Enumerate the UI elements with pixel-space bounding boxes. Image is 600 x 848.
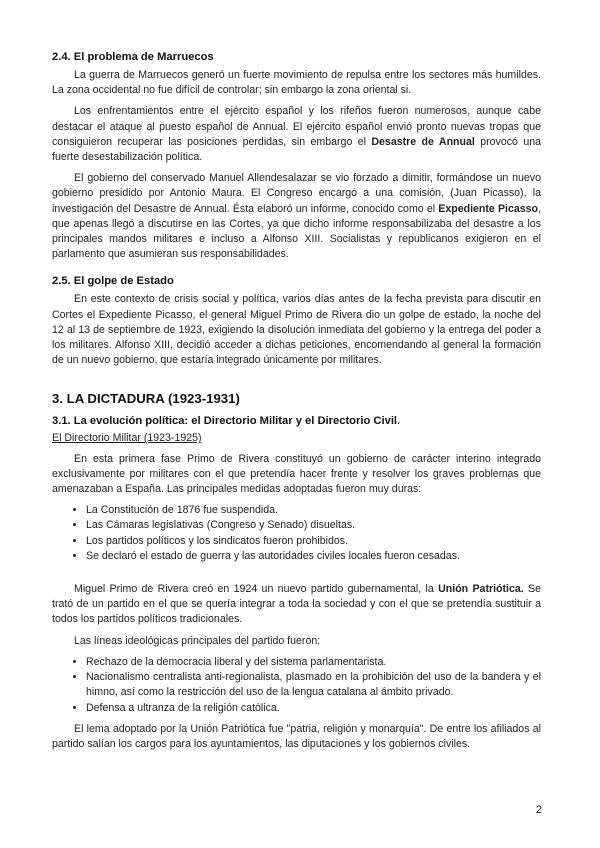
section-title-evolucion: 3.1. La evolución política: el Directorio Militar y el Directorio Civil. (52, 415, 401, 428)
bold-term: Desastre de Annual (371, 135, 475, 148)
chapter-title-dictadura: 3. LA DICTADURA (1923-1931) (52, 391, 240, 407)
paragraph: En esta primera fase Primo de Rivera constituyó un gobierno de carácter interino integrado exclusivamente por militares con el que pretendía hacer frente y resolver los graves problemas que amenazaban a España. Las principales medidas adoptadas fueron muy duras: (52, 452, 541, 496)
page-content (52, 50, 541, 758)
bold-term: Unión Patriótica. (438, 583, 524, 596)
ideology-list (52, 655, 541, 716)
subsection-title: El Directorio Militar (1923-1925) (52, 432, 202, 445)
paragraph: El gobierno del conservado Manuel Allendesalazar se vio forzado a dimitir, formándose un nuevo gobierno presidido por Antonio Maura. El Congreso encargó a una comisión, (Juan Picasso), la investigación del Desastre de Annual. Ésta elaboró un informe, conocido como el Expediente Picasso, que apenas llegó a discutirse en las Cortes, ya que dicho informe responsabilizaba del desastre a los principales mandos militares e incluso a Alfonso XIII. Socialistas y republicanos exigieron en el parlamento que asumieran sus responsabilidades. (52, 172, 541, 261)
paragraph: Miguel Primo de Rivera creó en 1924 un nuevo partido gubernamental, la Unión Patriótica. Se trató de un partido en el que se quería integrar a toda la sociedad y con el que se pretendía sustituir a todos los partidos políticos tradicionales. (52, 583, 541, 626)
list-item: • Se declaró el estado de guerra y las autoridades civiles locales fueron cesadas. (86, 549, 541, 564)
list-item: • Defensa a ultranza de la religión católica. (86, 701, 541, 716)
paragraph: Las líneas ideológicas principales del partido fueron: (74, 634, 321, 647)
section-title-marruecos: 2.4. El problema de Marruecos (52, 51, 214, 63)
section-title-golpe: 2.5. El golpe de Estado (52, 275, 174, 288)
paragraph: La guerra de Marruecos generó un fuerte movimiento de repulsa entre los sectores más humildes. La zona occidental no fue difícil de controlar; sin embargo la zona oriental si. (52, 69, 541, 97)
paragraph: En este contexto de crisis social y política, varios días antes de la fecha prevista para discutir en Cortes el Expediente Picasso, el general Miguel Primo de Rivera dio un golpe de estado, la noche del 12 al 13 de septiembre de 1923, exigiendo la disolución inmediata del gobierno y la entrega del poder a los militares. Alfonso XIII, decidió acceder a dichas peticiones, encomendando al general la formación de un nuevo gobierno, que estaría integrado únicamente por militares. (52, 293, 541, 367)
paragraph: El lema adoptado por la Unión Patriótica fue "patria, religión y monarquía". De entre los afiliados al partido salían los cargos para los ayuntamientos, las diputaciones y los gobiernos civiles. (52, 722, 541, 750)
list-item: • Rechazo de la democracia liberal y del sistema parlamentarista. (86, 655, 541, 670)
list-item: • Nacionalismo centralista anti-regionalista, plasmado en la prohibición del uso de la bandera y el himno, así como la restricción del uso de la lengua catalana al ámbito privado. (86, 670, 541, 700)
measures-list (52, 503, 541, 564)
page-number: 2 (535, 804, 542, 816)
bold-term: Expediente Picasso (438, 202, 539, 215)
list-item: • Las Cámaras legislativas (Congreso y Senado) disueltas. (86, 518, 541, 533)
list-item: • La Constitución de 1876 fue suspendida. (86, 503, 541, 518)
list-item: • Los partidos políticos y los sindicatos fueron prohibidos. (86, 534, 541, 549)
paragraph: Los enfrentamientos entre el ejército español y los rifeños fueron numerosos, aunque cabe destacar el ataque al puesto español de Annual. El ejército español envió pronto nuevas tropas que consiguieron recuperar las posiciones perdidas, sin embargo el Desastre de Annual provocó una fuerte desestabilización política. (52, 105, 541, 164)
